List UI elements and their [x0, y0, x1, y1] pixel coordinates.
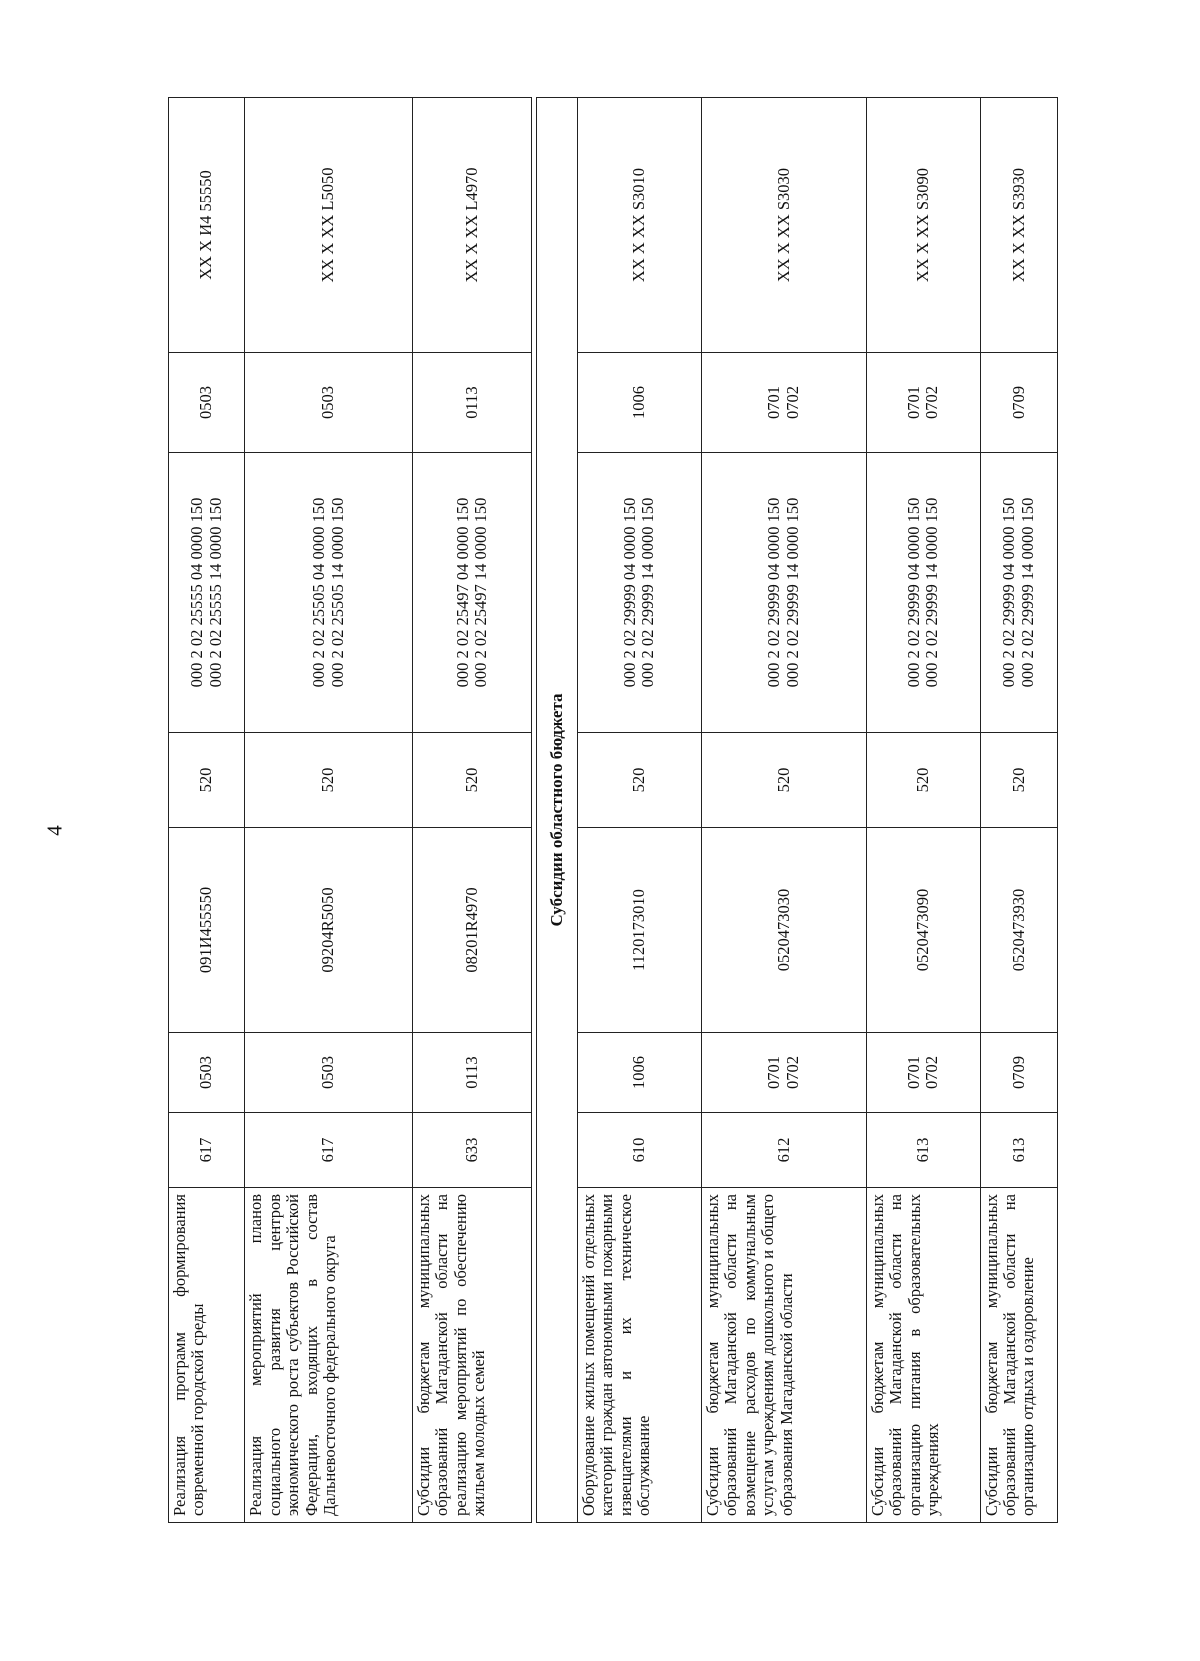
row-description: Субсидии бюджетам муниципальных образований Магаданской области на возмещение расходов по коммунальным услугам учреждениям дошкольного и общего образования Магаданской области	[701, 1188, 866, 1523]
row-section2-a: 0701	[903, 386, 923, 419]
row-code-pattern: XX X XX S3090	[866, 98, 980, 353]
row-vr: 520	[412, 733, 532, 828]
row-kbk-2: 000 2 02 25497 14 0000 150	[471, 497, 491, 688]
row-code: 613	[866, 1113, 980, 1188]
rotated-table-wrapper	[168, 98, 1058, 1523]
row-kbk	[866, 453, 980, 733]
section-header: Субсидии областного бюджета	[536, 98, 577, 1523]
row-description: Субсидии бюджетам муниципальных образований Магаданской области на реализацию мероприятий по обеспечению жильем молодых семей	[412, 1188, 532, 1523]
row-code-pattern: XX X XX S3010	[577, 98, 701, 353]
row-vr: 520	[169, 733, 245, 828]
row-code: 610	[577, 1113, 701, 1188]
row-vr: 520	[701, 733, 866, 828]
row-target: 08201R4970	[412, 828, 532, 1033]
row-kbk	[701, 453, 866, 733]
row-description: Субсидии бюджетам муниципальных образований Магаданской области на организацию отдыха и оздоровление	[980, 1188, 1057, 1523]
row-section: 0503	[169, 1033, 245, 1113]
row-code: 613	[980, 1113, 1057, 1188]
row-section	[701, 1033, 866, 1113]
row-kbk-2: 000 2 02 29999 14 0000 150	[922, 497, 942, 688]
row-vr: 520	[980, 733, 1057, 828]
row-section-b: 0702	[922, 1056, 942, 1089]
row-kbk-1: 000 2 02 29999 04 0000 150	[999, 497, 1019, 688]
table-row	[412, 98, 532, 1523]
row-section: 0503	[245, 1033, 412, 1113]
row-code-pattern: XX X XX S3030	[701, 98, 866, 353]
row-kbk-2: 000 2 02 29999 14 0000 150	[638, 497, 658, 688]
row-kbk	[412, 453, 532, 733]
row-target: 0520473090	[866, 828, 980, 1033]
row-vr: 520	[245, 733, 412, 828]
section-header-row	[536, 98, 577, 1523]
row-section: 0113	[412, 1033, 532, 1113]
row-code: 617	[245, 1113, 412, 1188]
row-section-a: 0701	[903, 1056, 923, 1089]
row-description: Субсидии бюджетам муниципальных образований Магаданской области на организацию питания в образовательных учреждениях	[866, 1188, 980, 1523]
row-code-pattern: XX X XX S3930	[980, 98, 1057, 353]
row-kbk	[245, 453, 412, 733]
subsidy-table	[168, 97, 1058, 1523]
row-section2	[577, 353, 701, 453]
row-vr: 520	[866, 733, 980, 828]
row-kbk	[980, 453, 1057, 733]
row-code: 612	[701, 1113, 866, 1188]
row-code: 633	[412, 1113, 532, 1188]
row-section2-a: 0709	[1008, 386, 1028, 419]
row-section2: 0503	[169, 353, 245, 453]
row-kbk	[169, 453, 245, 733]
row-kbk-2: 000 2 02 25505 14 0000 150	[327, 497, 347, 688]
row-target: 091И455550	[169, 828, 245, 1033]
table-row	[866, 98, 980, 1523]
row-section2	[701, 353, 866, 453]
row-kbk	[577, 453, 701, 733]
row-kbk-1: 000 2 02 25555 04 0000 150	[187, 497, 207, 688]
row-section2-a: 0701	[764, 386, 784, 419]
row-target: 0520473030	[701, 828, 866, 1033]
row-target: 09204R5050	[245, 828, 412, 1033]
row-kbk-1: 000 2 02 25497 04 0000 150	[452, 497, 472, 688]
row-section	[980, 1033, 1057, 1113]
row-description: Реализация программ формирования современной городской среды	[169, 1188, 245, 1523]
row-section2-b: 0702	[922, 386, 942, 419]
table-row	[245, 98, 412, 1523]
row-section	[577, 1033, 701, 1113]
row-section-a: 0709	[1008, 1056, 1028, 1089]
table-row	[980, 98, 1057, 1523]
table-row	[577, 98, 701, 1523]
row-vr: 520	[577, 733, 701, 828]
row-kbk-1: 000 2 02 25505 04 0000 150	[309, 497, 329, 688]
row-section2-a: 1006	[629, 386, 649, 419]
row-kbk-1: 000 2 02 29999 04 0000 150	[619, 497, 639, 688]
row-code: 617	[169, 1113, 245, 1188]
row-section-a: 0701	[764, 1056, 784, 1089]
row-kbk-1: 000 2 02 29999 04 0000 150	[764, 497, 784, 688]
row-code-pattern: XX X XX L5050	[245, 98, 412, 353]
row-section2: 0113	[412, 353, 532, 453]
row-description: Оборудование жилых помещений отдельных категорий граждан автономными пожарными извещателями и их техническое обслуживание	[577, 1188, 701, 1523]
row-section-a: 1006	[629, 1056, 649, 1089]
row-target: 1120173010	[577, 828, 701, 1033]
row-kbk-2: 000 2 02 29999 14 0000 150	[1017, 497, 1037, 688]
row-section2	[866, 353, 980, 453]
page-number: 4	[42, 825, 67, 836]
row-kbk-1: 000 2 02 29999 04 0000 150	[903, 497, 923, 688]
row-code-pattern: XX X И4 55550	[169, 98, 245, 353]
row-description: Реализация мероприятий планов социального развития центров экономического роста субъектов Российской Федерации, входящих в состав Дальневосточного федерального округа	[245, 1188, 412, 1523]
row-section2-b: 0702	[782, 386, 802, 419]
row-section	[866, 1033, 980, 1113]
table-row	[169, 98, 245, 1523]
row-kbk-2: 000 2 02 29999 14 0000 150	[782, 497, 802, 688]
row-kbk-2: 000 2 02 25555 14 0000 150	[205, 497, 225, 688]
row-section2	[980, 353, 1057, 453]
row-section-b: 0702	[782, 1056, 802, 1089]
row-target: 0520473930	[980, 828, 1057, 1033]
row-section2: 0503	[245, 353, 412, 453]
table-row	[701, 98, 866, 1523]
row-code-pattern: XX X XX L4970	[412, 98, 532, 353]
